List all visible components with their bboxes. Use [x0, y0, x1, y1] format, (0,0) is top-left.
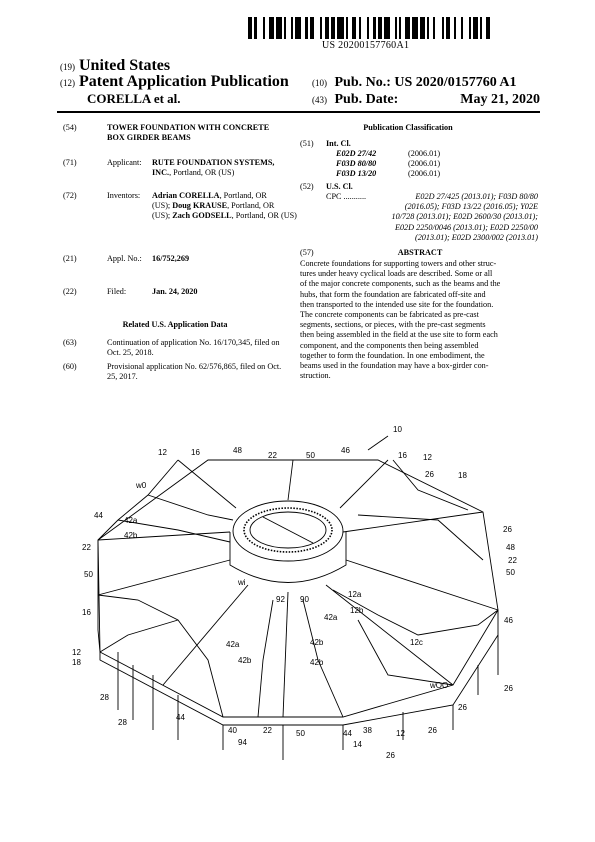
int-cl-date: (2006.01): [408, 159, 441, 169]
figure-ref-label: 12: [396, 729, 405, 738]
int-cl-label: Int. Cl.: [326, 139, 351, 148]
figure-ref-label: 12c: [410, 638, 423, 647]
figure-ref-label: 40: [228, 726, 237, 735]
figure-ref-label: 42a: [124, 516, 138, 525]
beam: [288, 460, 293, 500]
beam: [178, 460, 236, 508]
title: [107, 123, 269, 143]
int-cl-code: E02D 27/42: [336, 149, 377, 158]
abstract-line: tures under heavy cyclical loads are described. Some or all: [300, 269, 493, 279]
doc-type-line: [60, 73, 289, 91]
abstract-heading: ABSTRACT: [397, 248, 443, 257]
figure-ref-label: 44: [343, 729, 352, 738]
classification-heading: Publication Classification: [363, 123, 453, 132]
figure-ref-label: 22: [268, 451, 277, 460]
beam: [326, 585, 453, 685]
int-cl-row: [336, 149, 476, 159]
int-cl-code: F03D 80/80: [336, 159, 377, 169]
leader-10: [368, 436, 388, 450]
inid-12: (12): [60, 78, 75, 88]
pub-number-line: [312, 75, 517, 91]
figure-ref-label: 22: [82, 543, 91, 552]
figure-ref-label: 26: [425, 470, 434, 479]
abstract-line: struction.: [300, 371, 331, 381]
beam-facet: [358, 620, 453, 685]
related-line: Continuation of application No. 16/170,345, filed on: [107, 338, 280, 347]
int-cl-list: [336, 149, 476, 180]
inventor-name: Zach GODSELL: [172, 211, 232, 221]
inventor-name: Doug KRAUSE: [172, 201, 228, 211]
inventor-country: (US);: [152, 201, 173, 211]
figure-ref-label: 22: [508, 556, 517, 565]
figure-ref-label: 12: [72, 648, 81, 657]
related-continuation: [107, 338, 287, 358]
inid-43: (43): [312, 95, 327, 105]
beam: [98, 532, 230, 540]
figure-ref-label: 42a: [324, 613, 338, 622]
beam: [98, 560, 230, 595]
title-line: BOX GIRDER BEAMS: [107, 133, 191, 143]
figure-ref-label: 18: [458, 471, 467, 480]
inid-60: (60): [63, 362, 77, 371]
int-cl-row: [336, 169, 476, 179]
related-heading: Related U.S. Application Data: [122, 320, 228, 329]
figure-drawing: [98, 436, 498, 760]
figure-ref-label: w0: [136, 481, 147, 490]
beam-facet: [393, 460, 468, 510]
applicant: [152, 158, 274, 178]
inid-72: (72): [63, 191, 77, 200]
figure-ref-label: 26: [386, 751, 395, 760]
inid-71: (71): [63, 158, 77, 167]
figure-ref-label: 42b: [238, 656, 252, 665]
figure-ref-label: 48: [233, 446, 242, 455]
title-line: TOWER FOUNDATION WITH CONCRETE: [107, 123, 270, 132]
figure-ref-label: 18: [72, 658, 81, 667]
figure-ref-label: 26: [503, 525, 512, 534]
pub-no: US 2020/0157760 A1: [394, 75, 517, 90]
figure-ref-label: 44: [176, 713, 185, 722]
figure-ref-label: 12: [423, 453, 432, 462]
hub-line: [263, 517, 313, 543]
pub-no-label: Pub. No.:: [334, 75, 391, 90]
figure-ref-label: 26: [504, 684, 513, 693]
figure-ref-label: 42a: [226, 640, 240, 649]
applicant-location: , Portland, OR (US): [169, 168, 235, 178]
abstract-line: hubs, that form the foundation are fabricated off-site and: [300, 289, 486, 299]
abstract-line: together to form the foundation. In one embodiment, the: [300, 350, 485, 360]
related-line: Provisional application No. 62/576,865, filed on Oct.: [107, 362, 282, 371]
beam-facet: [358, 515, 483, 560]
figure-ref-label: 44: [94, 511, 103, 520]
figure-ref-label: 26: [458, 703, 467, 712]
figure-ref-label: 48: [506, 543, 515, 552]
inid-10: (10): [312, 78, 327, 88]
figure-ref-label: 50: [84, 570, 93, 579]
pub-date-line: [312, 92, 540, 108]
cpc-label: CPC ...........: [326, 192, 367, 201]
pub-date-label: Pub. Date:: [334, 92, 399, 107]
barcode-number: US 20200157760A1: [322, 40, 410, 51]
abstract-text: [300, 259, 540, 381]
beam: [283, 592, 288, 717]
abstract-line: The concrete components can be fabricated as pre-cast: [300, 310, 479, 320]
figure-ref-label: 16: [82, 608, 91, 617]
abstract-line: component, and the components then being assembled: [300, 340, 479, 350]
figure-ref-label: wOO: [430, 681, 449, 690]
figure-ref-label: 38: [363, 726, 372, 735]
doc-type: Patent Application Publication: [79, 73, 289, 90]
cpc-line: E02D 27/425 (2013.01); F03D 80/80: [415, 192, 538, 201]
figure-ref-label: 12a: [348, 590, 362, 599]
beam: [163, 585, 248, 685]
related-line: 25, 2017.: [107, 372, 138, 382]
figure-ref-label: 16: [191, 448, 200, 457]
int-cl-date: (2006.01): [408, 169, 441, 179]
inid-54: (54): [63, 123, 77, 132]
beam-facet: [100, 620, 178, 652]
int-cl-code: F03D 13/20: [336, 169, 377, 179]
barcode: [248, 17, 493, 39]
figure-ref-label: 22: [263, 726, 272, 735]
country: United States: [79, 57, 171, 74]
us-cl-label: U.S. Cl.: [326, 182, 353, 191]
beam-facet: [258, 600, 273, 717]
figure-ref-label: 50: [506, 568, 515, 577]
inid-52: (52): [300, 182, 314, 191]
figure-ref-label: wi: [238, 578, 246, 587]
figure-ref-label: 14: [353, 740, 362, 749]
inventors: [152, 191, 297, 222]
inid-22: (22): [63, 287, 77, 296]
related-provisional: [107, 362, 287, 382]
cpc-line: E02D 2250/0046 (2013.01); E02D 2250/00: [394, 222, 538, 232]
figure-ref-label: 28: [118, 718, 127, 727]
abstract-line: segments, sections, or pieces, with the pre-cast segments: [300, 320, 486, 330]
related-line: Oct. 25, 2018.: [107, 348, 154, 358]
abstract-line: of the major concrete components, such as the beams and the: [300, 279, 501, 289]
inventor-location: , Portland, OR (US): [231, 211, 297, 221]
inventor-name: Adrian CORELLA: [152, 191, 220, 200]
figure-ref-label: 42b: [310, 638, 324, 647]
figure-ref-label: 42b: [124, 531, 138, 540]
pub-date: May 21, 2020: [460, 92, 540, 107]
beam: [340, 460, 388, 508]
inventor-location: , Portland, OR: [219, 191, 267, 200]
inventors-label: Inventors:: [107, 191, 141, 200]
figure-ref-label: 50: [296, 729, 305, 738]
cpc-codes: [358, 192, 538, 243]
figure-ref-label: 16: [398, 451, 407, 460]
appl-no: 16/752,269: [152, 254, 190, 263]
inventor-country: (US);: [152, 211, 173, 221]
figure-ref-label: 28: [100, 693, 109, 702]
abstract-line: then being assembled in the field at the use site to form each: [300, 330, 498, 340]
figure-ref-label: 50: [306, 451, 315, 460]
inventor-short: CORELLA et al.: [87, 91, 181, 106]
figure-ref-label: 92: [276, 595, 285, 604]
applicant-name: RUTE FOUNDATION SYSTEMS,: [152, 158, 275, 167]
figure-ref-label: 94: [238, 738, 247, 747]
inid-19: (19): [60, 62, 75, 72]
inid-21: (21): [63, 254, 77, 263]
figure-labels: [72, 425, 517, 760]
applicant-label: Applicant:: [107, 158, 142, 167]
figure-ref-label: 42b: [310, 658, 324, 667]
figure-ref-label: 12: [158, 448, 167, 457]
inventor-location: , Portland, OR: [227, 201, 275, 211]
figure-ref-label: 90: [300, 595, 309, 604]
cpc-line: (2016.05); F03D 13/22 (2016.05); Y02E: [404, 202, 538, 212]
appl-no-label: Appl. No.:: [107, 254, 142, 263]
filed-date: Jan. 24, 2020: [152, 287, 198, 296]
foundation-side: [100, 610, 498, 725]
beam: [346, 560, 498, 610]
abstract-line: Concrete foundations for supporting towers and other struc-: [300, 259, 497, 268]
inid-51: (51): [300, 139, 314, 148]
cpc-line: (2013.01); E02D 2300/002 (2013.01): [414, 232, 538, 242]
inid-63: (63): [63, 338, 77, 347]
figure-ref-label: 12b: [350, 606, 364, 615]
figure-ref-label: 46: [341, 446, 350, 455]
header-rule: [57, 111, 540, 113]
filed-label: Filed:: [107, 287, 127, 296]
abstract-line: then transported to the intended use site for the foundation.: [300, 299, 494, 309]
figure-ref-label: 26: [428, 726, 437, 735]
patent-figure: [58, 420, 558, 765]
int-cl-date: (2006.01): [408, 149, 441, 158]
int-cl-row: [336, 159, 476, 169]
abstract-line: beams used in the foundation may have a box-girder con-: [300, 361, 489, 371]
figure-ref-label: 10: [393, 425, 402, 434]
figure-ref-label: 46: [504, 616, 513, 625]
piles: [118, 635, 498, 760]
applicant-name: INC.: [152, 168, 170, 178]
beam-facet: [98, 595, 223, 717]
inid-57: (57): [300, 248, 314, 257]
hub-top: [233, 501, 343, 561]
cpc-line: 10/728 (2013.01); E02D 2600/30 (2013.01);: [391, 212, 538, 222]
beam-facet: [148, 495, 233, 520]
